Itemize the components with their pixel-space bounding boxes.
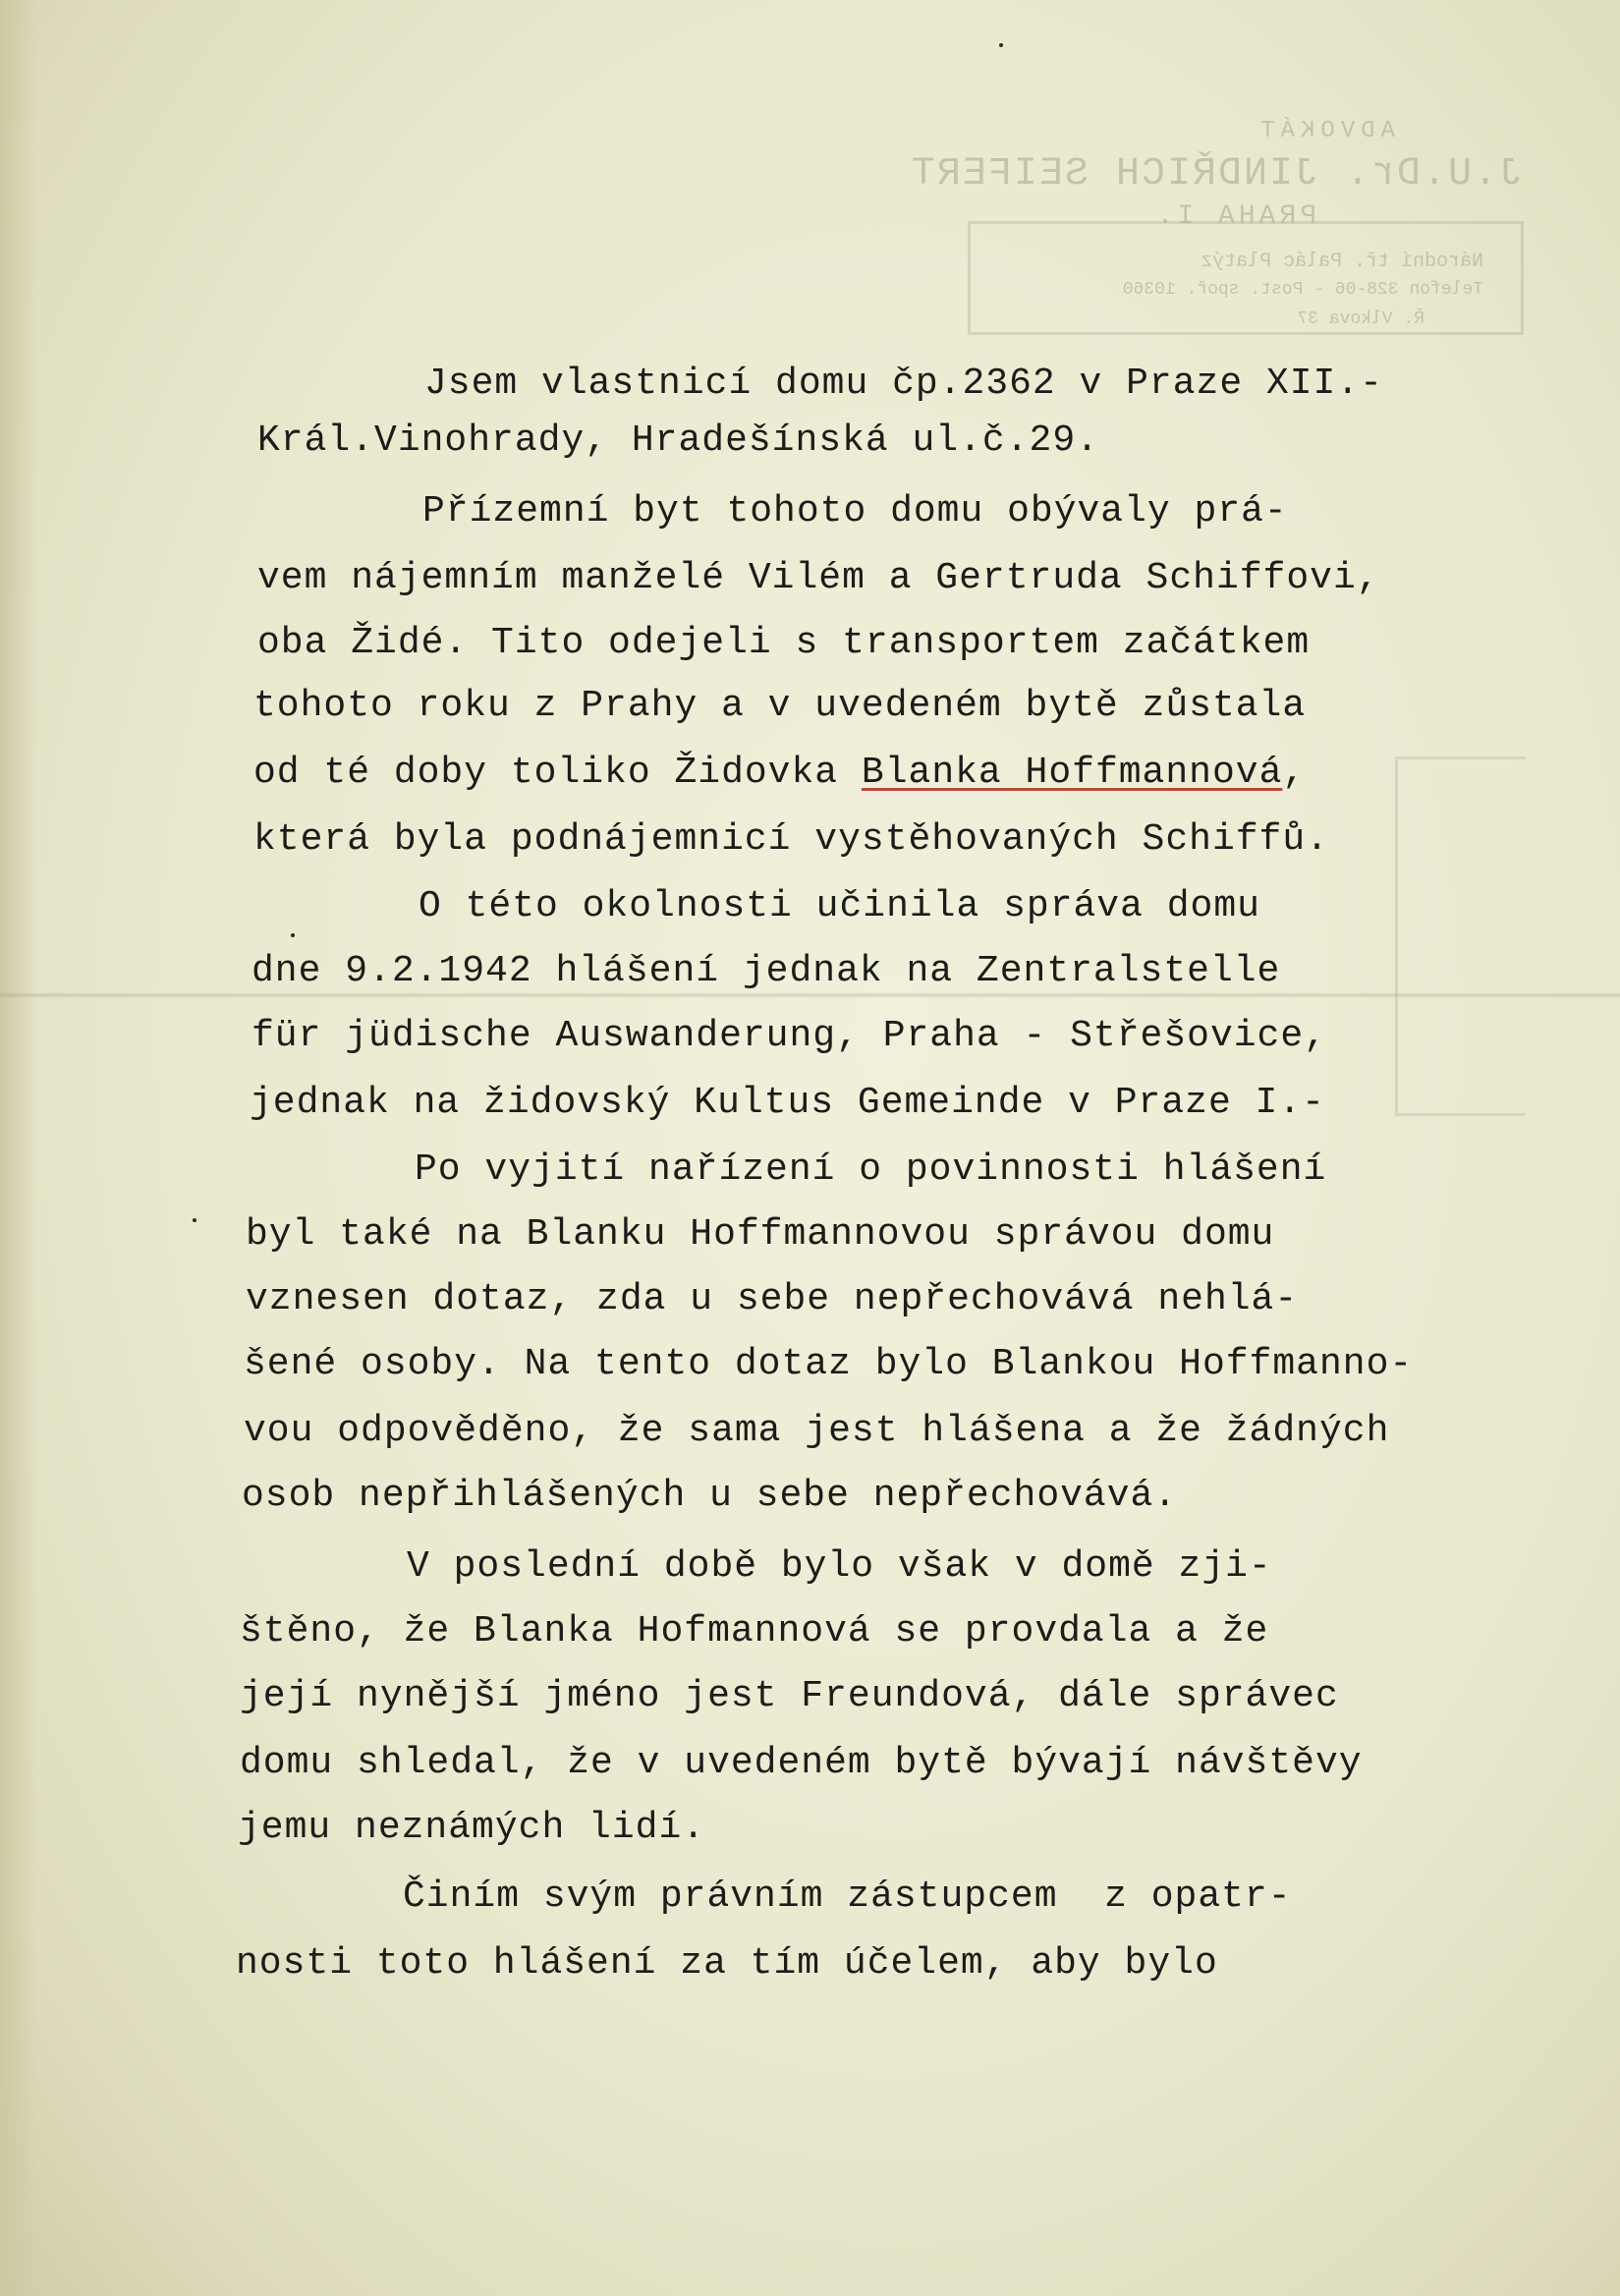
letter-line: dne 9.2.1942 hlášení jednak na Zentralstelle (251, 950, 1281, 992)
letter-line: byl také na Blanku Hoffmannovou správou domu (246, 1213, 1275, 1256)
stamp-title: ADVOKÁT (1255, 118, 1395, 144)
letter-line: V poslední době bylo však v domě zji- (407, 1545, 1272, 1588)
letter-line: Přízemní byt tohoto domu obývaly prá- (422, 490, 1288, 532)
letter-line: štěno, že Blanka Hofmannová se provdala a že (240, 1610, 1269, 1652)
letter-line: nosti toto hlášení za tím účelem, aby bylo (236, 1942, 1218, 1985)
letter-line-comma: , (1282, 752, 1307, 794)
letter-line: vem nájemním manželé Vilém a Gertruda Schiffovi, (257, 557, 1380, 599)
letter-line: Král.Vinohrady, Hradešínská ul.č.29. (257, 420, 1099, 462)
paper-speck (999, 43, 1003, 47)
letter-line: domu shledal, že v uvedeném bytě bývají návštěvy (240, 1742, 1363, 1784)
letter-line: jemu neznámých lidí. (238, 1807, 706, 1849)
letter-line: vznesen dotaz, zda u sebe nepřechovává nehlá- (246, 1278, 1299, 1320)
stamp-address: Národní tř. Palác Platýz (1200, 251, 1483, 273)
letter-line: für jüdische Auswanderung, Praha - Střešovice, (251, 1015, 1327, 1057)
paper-speck (291, 933, 295, 937)
stamp-street: Ř. Vlkova 37 (1297, 309, 1424, 329)
letter-line: Po vyjití nařízení o povinnosti hlášení (415, 1148, 1327, 1191)
letter-line: O této okolnosti učinila správa domu (419, 885, 1260, 927)
letter-line: tohoto roku z Prahy a v uvedeném bytě zůstala (253, 685, 1307, 727)
letter-line: oba Židé. Tito odejeli s transportem začátkem (257, 622, 1311, 664)
stamp-phone: Telefon 328-06 - Post. spoř. 10360 (1122, 280, 1483, 300)
stamp-city: PRAHA I. (1152, 201, 1316, 232)
letter-line: osob nepřihlášených u sebe nepřechovává. (242, 1475, 1178, 1517)
letter-line: její nynější jméno jest Freundová, dále správec (240, 1675, 1339, 1717)
letter-line: jednak na židovský Kultus Gemeinde v Praze I.- (250, 1082, 1325, 1124)
letter-line: Činím svým právním zástupcem z opatr- (403, 1876, 1292, 1918)
letter-line: vou odpověděno, že sama jest hlášena a že žádných (244, 1410, 1390, 1452)
letter-line: šené osoby. Na tento dotaz bylo Blankou Hoffmanno- (244, 1343, 1414, 1385)
letter-line: Jsem vlastnicí domu čp.2362 v Praze XII.- (424, 363, 1383, 405)
letter-line: která byla podnájemnicí vystěhovaných Schiffů. (253, 818, 1329, 861)
letter-line-text: od té doby toliko Židovka (253, 752, 862, 794)
paper-speck (193, 1218, 196, 1222)
stamp-name: J.U.Dr. JINDŘICH SEIFERT (909, 152, 1523, 196)
letter-line (253, 752, 1307, 794)
underlined-name: Blanka Hoffmannová (861, 752, 1283, 794)
